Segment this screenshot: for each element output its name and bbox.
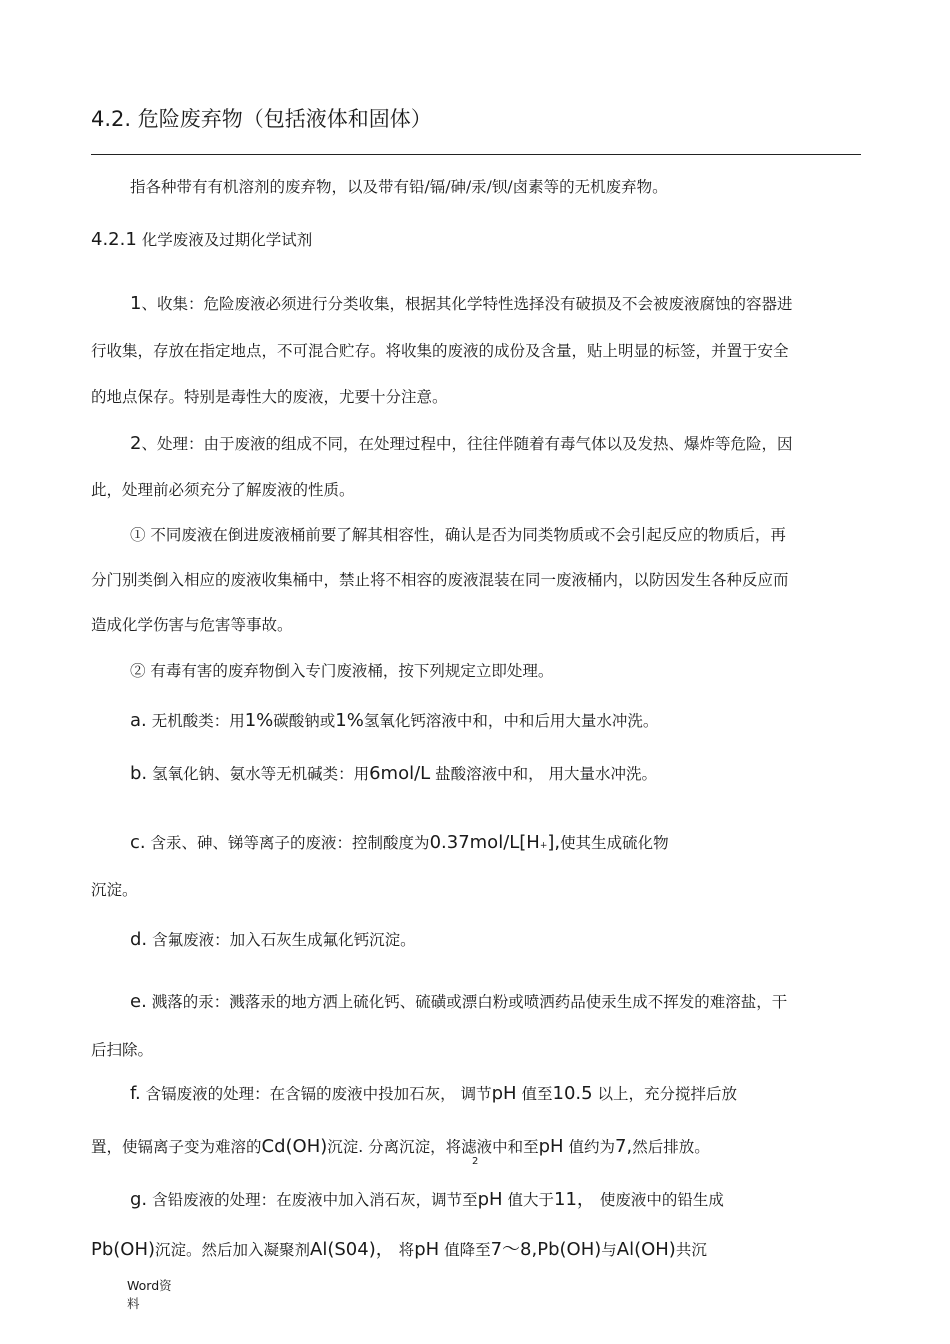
item-text: 沉淀. 分离沉淀，将滤液中和至 [327, 1138, 539, 1156]
item-text: 含汞、砷、锑等离子的废液：控制酸度为 [145, 834, 430, 852]
item-g-line-1 [130, 1189, 724, 1211]
footer-label: Word资料 [127, 1278, 172, 1311]
item-e-line-1 [130, 991, 787, 1013]
item-f-line-2 [91, 1136, 710, 1158]
item-letter: c. [130, 832, 146, 853]
item-text: 共沉 [675, 1241, 707, 1259]
item-subscript: + [539, 841, 548, 851]
item-text: 以上，充分搅拌后放 [592, 1085, 738, 1103]
paragraph-text: 行收集，存放在指定地点，不可混合贮存。将收集的废液的成份及含量，贴上明显的标签，并置于安全 [91, 342, 789, 360]
paragraph-text: 、收集：危险废液必须进行分类收集，根据其化学特性选择没有破损及不会被废液腐蚀的容器进 [141, 295, 793, 313]
paragraph-1-line-1 [130, 293, 792, 315]
paragraph-2-line-1 [130, 433, 792, 455]
item-letter: a. [130, 710, 147, 731]
item-text: 然后排放。 [632, 1138, 710, 1156]
item-value: 1% [244, 710, 274, 731]
item-text: 使其生成硫化物 [560, 834, 669, 852]
item-e-line-2 [91, 1039, 153, 1061]
item-f-line-1 [130, 1083, 737, 1105]
item-text: 将 [393, 1241, 415, 1259]
item-value: pH [414, 1239, 440, 1260]
paragraph-text: 分门别类倒入相应的废液收集桶中，禁止将不相容的废液混装在同一废液桶内，以防因发生各种反应而 [91, 571, 789, 589]
item-value: pH [477, 1189, 503, 1210]
item-value: 11， [554, 1189, 595, 1210]
item-text: 后扫除。 [91, 1041, 154, 1059]
subsection-title: 化学废液及过期化学试剂 [136, 231, 313, 249]
item-g-line-2 [91, 1239, 707, 1261]
item-letter: b. [130, 763, 148, 784]
item-text: 溅落的汞：溅落汞的地方洒上硫化钙、硫磺或漂白粉或喷洒药品使汞生成不挥发的难溶盐，干 [146, 993, 788, 1011]
item-value: Al(S04)， [310, 1239, 394, 1260]
item-value: Cd(OH) [261, 1136, 328, 1157]
paragraph-text: 的地点保存。特别是毒性大的废液，尤要十分注意。 [91, 388, 448, 406]
paragraph-text: ① 不同废液在倒进废液桶前要了解其相容性，确认是否为同类物质或不会引起反应的物质后，再 [130, 526, 786, 544]
intro-paragraph [130, 176, 668, 198]
item-value: 0.37mol/L[H [429, 832, 540, 853]
item-text: 使废液中的铅生成 [594, 1191, 724, 1209]
item-value: 6mol/L [369, 763, 431, 784]
paragraph-text: 、处理：由于废液的组成不同，在处理过程中，往往伴随着有毒气体以及发热、爆炸等危险，因 [141, 435, 793, 453]
item-letter: d. [130, 929, 148, 950]
circled-2-line [130, 660, 553, 682]
section-heading: 4.2. 危险废弃物（包括液体和固体） [91, 107, 432, 131]
intro-text: 指各种带有有机溶剂的废弃物，以及带有铅/镉/砷/汞/钡/卤素等的无机废弃物。 [130, 178, 668, 196]
item-value: pH [491, 1083, 517, 1104]
item-text: 值至 [516, 1085, 553, 1103]
document-page [91, 0, 861, 1344]
paragraph-1-line-2 [91, 340, 789, 362]
paragraph-1-line-3 [91, 386, 448, 408]
circled-1-line-2 [91, 569, 789, 591]
item-value: pH [538, 1136, 564, 1157]
item-letter: g. [130, 1189, 148, 1210]
item-value: 7, [615, 1136, 633, 1157]
item-text: 值降至 [439, 1241, 491, 1259]
item-text: 沉淀。然后加入凝聚剂 [155, 1241, 311, 1259]
item-letter: f. [130, 1083, 141, 1104]
item-text: 值大于 [502, 1191, 554, 1209]
item-text: 置，使镉离子变为难溶的 [91, 1138, 262, 1156]
item-c-line-2 [91, 879, 138, 901]
page-number: 2 [472, 1156, 479, 1167]
item-number: 2 [130, 433, 142, 454]
item-letter: e. [130, 991, 147, 1012]
item-value: Pb(OH) [91, 1239, 156, 1260]
subsection-number: 4.2.1 [91, 229, 137, 250]
subsection-heading [91, 229, 312, 251]
item-value: ], [547, 832, 561, 853]
heading-divider [91, 154, 861, 155]
paragraph-text: ② 有毒有害的废弃物倒入专门废液桶，按下列规定立即处理。 [130, 662, 554, 680]
item-text: 碳酸钠或 [273, 712, 336, 730]
paragraph-text: 造成化学伤害与危害等事故。 [91, 616, 293, 634]
item-value: 7～8,Pb(OH) [490, 1239, 602, 1260]
item-value: 10.5 [552, 1083, 593, 1104]
paragraph-2-line-2 [91, 479, 355, 501]
item-value: Al(OH) [616, 1239, 676, 1260]
item-text: 盐酸溶液中和， 用大量水冲洗。 [430, 765, 658, 783]
paragraph-text: 此，处理前必须充分了解废液的性质。 [91, 481, 355, 499]
item-value: 1% [335, 710, 364, 731]
item-a-line [130, 710, 658, 732]
circled-1-line-3 [91, 614, 293, 636]
item-text: 沉淀。 [91, 881, 138, 899]
item-text: 无机酸类：用 [146, 712, 245, 730]
item-d-line [130, 929, 416, 951]
circled-1-line-1 [130, 524, 786, 546]
item-c-line-1 [130, 832, 669, 857]
item-text: 与 [601, 1241, 617, 1259]
item-text: 含铅废液的处理：在废液中加入消石灰，调节至 [147, 1191, 478, 1209]
item-text: 氢氧化钙溶液中和，中和后用大量水冲洗。 [363, 712, 659, 730]
item-text: 含镉废液的处理：在含镉的废液中投加石灰， 调节 [140, 1085, 492, 1103]
item-b-line [130, 763, 657, 785]
item-text: 含氟废液：加入石灰生成氟化钙沉淀。 [147, 931, 416, 949]
item-number: 1 [130, 293, 142, 314]
item-text: 氢氧化钠、氨水等无机碱类：用 [147, 765, 370, 783]
item-text: 值约为 [563, 1138, 616, 1156]
